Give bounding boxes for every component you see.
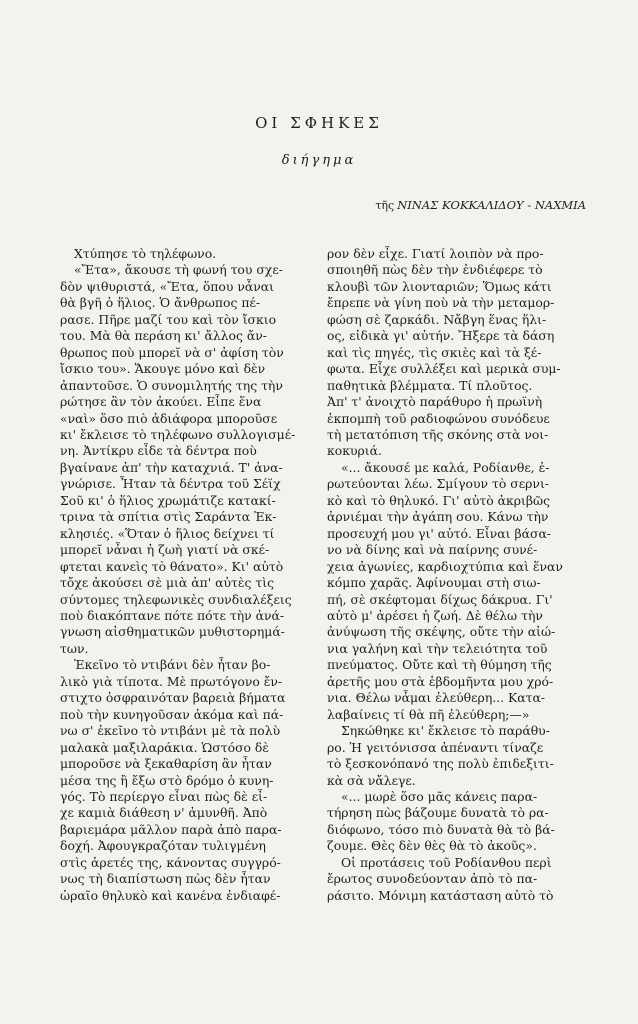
- right-column-line: ζουμε. Θὲς δὲν θὲς θὰ τὸ ἀκοῦς».: [327, 838, 537, 854]
- right-column-line: Οἱ προτάσεις τοῦ Ροδίανθου περὶ: [341, 854, 552, 870]
- right-column-line: Σηκώθηκε κι' ἔκλεισε τὸ παράθυ-: [341, 723, 550, 739]
- right-column-line: σποιηθῆ πὼς δὲν τὴν ἐνδιέφερε τὸ: [327, 262, 543, 278]
- left-column-line: «ναὶ» ὅσο πιὸ ἀδιάφορα μποροῦσε: [60, 410, 278, 426]
- right-column-line: νια. Θέλω νἆμαι ἐλεύθερη... Κατα-: [327, 690, 546, 706]
- left-column-line: Σοῦ κι' ὁ ἥλιος χρωμάτιζε κατακί-: [60, 492, 276, 508]
- right-column-line: φώση σὲ ζαρκάδι. Νἄβγη ἕνας ἥλι-: [327, 311, 547, 327]
- right-column-line: «... μωρὲ ὅσο μᾶς κάνεις παρα-: [341, 788, 538, 804]
- right-column-line: φωτα. Εἶχε συλλέξει καὶ μερικὰ συμ-: [327, 361, 561, 377]
- right-column-line: κλουβὶ τῶν λιονταριῶν; Ὅμως κάτι: [327, 278, 552, 294]
- left-column-line: νη. Ἀντίκρυ εἶδε τὰ δέντρα ποὺ: [60, 443, 257, 459]
- story-subtitle: διήγημα: [281, 153, 357, 168]
- right-column-line: ἔρωτος συνοδεύονταν ἀπὸ τὸ πα-: [327, 871, 538, 887]
- right-text-column: [327, 246, 579, 904]
- right-column-line: ἐκπομπὴ τοῦ ραδιοφώνου συνόδευε: [327, 410, 550, 426]
- left-column-line: νως τὴ διαπίστωση πὼς δὲν ἦταν: [60, 871, 271, 887]
- right-column-line: τήρηση πὼς βάζουμε δυνατὰ τὸ ρα-: [327, 805, 549, 821]
- left-column-line: στὶς ἀρετές της, κάνοντας συγγρό-: [60, 854, 281, 870]
- left-column-line: των.: [60, 640, 89, 656]
- right-column-line: ος, εἰδικὰ γι' αὐτήν. Ἤξερε τὰ δάση: [327, 328, 555, 344]
- left-column-line: στιχτο ὀσφραινόταν βαρειὰ βήματα: [60, 690, 286, 706]
- right-column-line: κὸ καὶ τὸ θηλυκό. Γι' αὐτὸ ἀκριβῶς: [327, 492, 551, 508]
- left-column-line: ἀπαντοῦσε. Ὁ συνομιλητής της τὴν: [60, 377, 283, 393]
- right-column-line: κοκυριά.: [327, 443, 382, 459]
- right-column-line: ἀρετῆς μου στὰ ἑβδομῆντα μου χρό-: [327, 673, 554, 689]
- left-column-line: ὡραῖο θηλυκὸ καὶ κανένα ἐνδιαφέ-: [60, 887, 281, 903]
- right-column-line: τὸ ξεσκονόπανό της πολὺ ἐπιδεξιτι-: [327, 756, 554, 772]
- left-column-line: ρώτησε ἂν τὸν ἀκούει. Εἶπε ἕνα: [60, 394, 262, 410]
- right-column-line: νο νὰ δίνης καὶ νὰ παίρνης συνέ-: [327, 542, 538, 558]
- left-column-line: ποὺ τὴν κυνηγοῦσαν ἀκόμα καὶ πά-: [60, 706, 284, 722]
- right-column-line: κόμπο χαρᾶς. Ἀφίνουμαι στὴ σιω-: [327, 575, 541, 591]
- right-column-line: ρο. Ἡ γειτόνισσα ἀπέναντι τίναζε: [327, 739, 544, 755]
- story-title: ΟΙ ΣΦΗΚΕΣ: [255, 114, 383, 132]
- right-column-line: διόφωνο, τόσο πιὸ δυνατὰ θὰ τὸ βά-: [327, 821, 555, 837]
- left-column-line: δὸν ψιθυριστά, «Ἔτα, ὅπου νἆναι: [60, 278, 275, 294]
- left-column-line: τρινα τὰ σπίτια στὶς Σαράντα Ἐκ-: [60, 509, 277, 525]
- right-column-line: ἔπρεπε νὰ γίνη ποὺ νὰ τὴν μεταμορ-: [327, 295, 555, 311]
- right-column-line: ρωτεύονται λέω. Σμίγουν τὸ σερνι-: [327, 476, 549, 492]
- right-column-line: ρον δὲν εἶχε. Γιατί λοιπὸν νὰ προ-: [327, 246, 544, 261]
- right-column-line: καὶ τὶς πηγές, τὶς σκιὲς καὶ τὰ ξέ-: [327, 344, 542, 360]
- right-column-line: ἀρνιέμαι τὴν ἀγάπη σου. Κάνω τὴν: [327, 509, 549, 525]
- right-column-line: προσευχή μου γι' αὐτό. Εἶναι βάσα-: [327, 525, 551, 541]
- left-column-line: βγαίνανε ἀπ' τὴν καταχνιά. Τ' ἀνα-: [60, 459, 283, 475]
- right-column-line: πνεύματος. Οὔτε καὶ τὴ θύμηση τῆς: [327, 657, 552, 673]
- right-column-line: «... ἄκουσέ με καλά, Ροδίανθε, ἐ-: [341, 459, 550, 475]
- left-column-line: γνωση αἰσθηματικῶν μυθιστορημά-: [60, 624, 285, 640]
- left-column-line: χε καμιὰ διάθεση ν' ἀμυνθῆ. Ἀπὸ: [60, 805, 268, 821]
- left-column-line: Ἐκεῖνο τὸ ντιβάνι δὲν ἦταν βο-: [74, 657, 271, 673]
- left-column-line: θὰ βγῆ ὁ ἥλιος. Ὁ ἄνθρωπος πέ-: [60, 295, 261, 311]
- left-column-line: του. Μὰ θὰ περάση κι' ἄλλος ἄν-: [60, 328, 267, 344]
- left-column-line: λικὸ γιὰ τίποτα. Μὲ πρωτόγονο ἔν-: [60, 673, 283, 689]
- left-column-line: «Ἔτα», ἄκουσε τὴ φωνή του σχε-: [74, 262, 283, 278]
- right-column-line: τὴ μετατόπιση τῆς σκόνης στὰ νοι-: [327, 426, 549, 442]
- left-column-line: θρωπος ποὺ μπορεῖ νὰ σ' ἀφίση τὸν: [60, 344, 284, 360]
- right-column-line: χεια ἀγωνίες, καρδιοχτύπια καὶ ἕναν: [327, 558, 563, 574]
- left-column-line: ποὺ διακόπτανε πότε πότε τὴν ἀνά-: [60, 607, 285, 623]
- left-column-line: ρασε. Πῆρε μαζί του καὶ τὸν ἴσκιο: [60, 311, 277, 327]
- right-column-line: ράσιτο. Μόνιμη κατάσταση αὐτὸ τὸ: [327, 887, 554, 903]
- author-name: ΝΙΝΑΣ ΚΟΚΚΑΛΙΔΟΥ - ΝΑΧΜΙΑ: [397, 198, 586, 212]
- right-column-line: Ἀπ' τ' ἀνοιχτὸ παράθυρο ἡ πρωϊνὴ: [327, 394, 543, 410]
- left-column-line: κλησιές. «Ὅταν ὁ ἥλιος δείχνει τί: [60, 525, 275, 541]
- left-text-column: [60, 246, 312, 904]
- left-column-line: μπορεῖ νἆναι ἡ ζωὴ γιατί νὰ σκέ-: [60, 542, 270, 558]
- left-column-line: μέσα της ἢ ἔξω στὸ δρόμο ὁ κυνη-: [60, 772, 274, 788]
- right-column-line: ἀνύψωση τῆς σκέψης, οὔτε τὴν αἰώ-: [327, 624, 556, 640]
- left-column-line: μαλακὰ μαξιλαράκια. Ὡστόσο δὲ: [60, 739, 270, 755]
- right-column-line: λαβαίνεις τί θὰ πῆ ἐλεύθερη;—»: [327, 706, 530, 722]
- right-column-line: πή, σὲ σκέφτομαι δίχως δάκρυα. Γι': [327, 591, 553, 607]
- left-column-line: δοχή. Ἀφουγκραζόταν τυλιγμένη: [60, 838, 266, 854]
- left-column-line: γός. Τὸ περίεργο εἶναι πὼς δὲ εἶ-: [60, 788, 268, 804]
- left-column-line: φτεται κανεὶς τὸ θάνατο». Κι' αὐτὸ: [60, 558, 284, 574]
- left-column-line: σύντομες τηλεφωνικὲς συνδιαλέξεις: [60, 591, 292, 607]
- left-column-line: τὄχε ἀκούσει σὲ μιὰ ἀπ' αὐτὲς τὶς: [60, 575, 275, 591]
- left-column-line: νω σ' ἐκεῖνο τὸ ντιβάνι μὲ τὰ πολὺ: [60, 723, 281, 739]
- byline-prefix: τῆς: [375, 199, 395, 212]
- left-column-line: μποροῦσε νὰ ξεκαθαρίση ἂν ἦταν: [60, 756, 272, 772]
- right-column-line: αὐτὸ μ' ἀρέσει ἡ ζωή. Δὲ θέλω τὴν: [327, 607, 543, 623]
- right-column-line: νια γαλήνη καὶ τὴν τελειότητα τοῦ: [327, 640, 548, 656]
- left-column-line: γνώρισε. Ἦταν τὰ δέντρα τοῦ Σέϊχ: [60, 476, 281, 492]
- left-column-line: Χτύπησε τὸ τηλέφωνο.: [74, 246, 217, 261]
- author-byline: [375, 198, 586, 212]
- left-column-line: κι' ἔκλεισε τὸ τηλέφωνο συλλογισμέ-: [60, 426, 296, 442]
- right-column-line: κὰ σὰ νἄλεγε.: [327, 772, 416, 788]
- right-column-line: παθητικὰ βλέμματα. Τί πλοῦτος.: [327, 377, 533, 393]
- left-column-line: ἴσκιο του». Ἄκουγε μόνο καὶ δὲν: [60, 361, 266, 377]
- left-column-line: βαριεμάρα μᾶλλον παρὰ ἀπὸ παρα-: [60, 821, 282, 837]
